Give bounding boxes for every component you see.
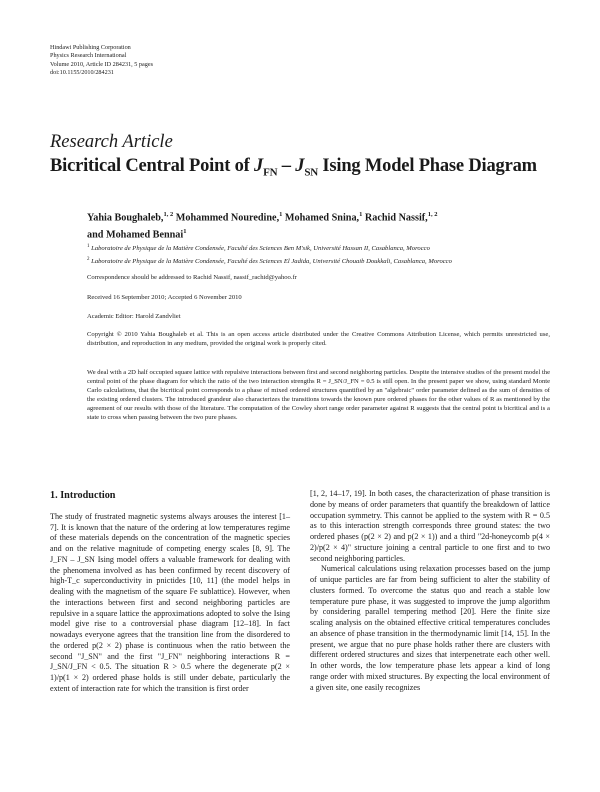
doi[interactable]: doi:10.1155/2010/284231: [50, 69, 114, 77]
section-heading: 1. Introduction: [50, 490, 116, 501]
body-paragraph: Numerical calculations using relaxation processes based on the jump of unique particles are far from being sufficient to alter the stability of clusters formed. To overcome the status quo and reach a stable low temperature pure phase, it was suggested to improve the jump algorithm by considering parallel tempering method [20]. Here the finite size scaling analysis on the obtained effective critical temperatures concludes an absence of phase transition in the thermodynamic limit [14, 15]. In the present, we argue that no pure phase holds rather there are clusters with different ordered structures and sizes that interpenetrate each other well. In other words, the low temperature phase lets appear a kind of long range order with mixed structures. By expecting the local environment of a given site, one easily recognizes: [310, 564, 550, 692]
title-j2: J: [295, 156, 305, 176]
article-title: [50, 156, 537, 179]
author-affil: 1: [279, 211, 283, 218]
author-line-1: [87, 208, 550, 225]
title-prefix: Bicritical Central Point of: [50, 156, 255, 176]
author-name: Mohammed Nouredine,: [173, 212, 280, 224]
journal-header: [50, 44, 153, 78]
title-j2-sub: SN: [304, 166, 318, 179]
author-name: and Mohamed Bennai: [87, 229, 184, 241]
affiliation-text: Laboratoire de Physique de la Matière Condensée, Faculté des Sciences Ben M'sik, Université Hassan II, Casablanca, Morocco: [89, 245, 430, 253]
journal-name: Physics Research International: [50, 52, 127, 60]
affiliations: [87, 241, 550, 267]
title-suffix: Ising Model Phase Diagram: [317, 156, 537, 176]
left-column: [50, 489, 290, 695]
affiliation-text: Laboratoire de Physique de la Matière Condensée, Faculté des Sciences El Jadida, Université Chouaib Doukkali, Casablanca, Morocco: [89, 258, 452, 266]
author-name: Mohamed Snina,: [282, 212, 360, 224]
article-type: Research Article: [50, 132, 173, 152]
affiliation-item: [87, 254, 550, 267]
abstract: We deal with a 2D half occupied square lattice with repulsive interactions between first and second neighboring particles. Despite the intensive studies of the present model the central point of the phase diagram for which the ratio of the two interaction strengths R = J_SN/J_FN = 0.5 is still open. In the present paper we show, using standard Monte Carlo calculations, that the bicritical point corresponds to a phase of mixed ordered structures quantified by an "algebraic" order parameter defined as the sum of densities of the existing ordered clusters. The introduced grandeur also characterizes the transitions towards the known pure ordered phases for the other values of R as mentioned by the agreement of our results with those of the literature. The computation of the Cowley short range order parameter against R suggests that the central point is bicritical and is a state to cross when passing between the two pure phases.: [87, 369, 550, 421]
affiliation-item: [87, 241, 550, 254]
correspondence: Correspondence should be addressed to Rachid Nassif, nassif_rachid@yahoo.fr: [87, 274, 297, 281]
body-paragraph: The study of frustrated magnetic systems always arouses the interest [1–7]. It is known that the nature of the ordering at low temperatures regime of these materials depends on the concentration of the magnetic species and on the relative magnitude of competing energy scales [8, 9]. The J_FN – J_SN Ising model offers a valuable framework for dealing with the phenomena involved as has been confirmed by recent discovery of high-T_c superconductivity in pnictides [10, 11] (the model helps in dealing with the magnetism of the square Fe sublattice). However, when the interactions between first and second neighboring particles are repulsive in a square lattice the approximations adopted to solve the Ising model give rise to a controversial phase diagram [12–18]. In fact nowadays everyone agrees that the transition line from the disordered to the ordered p(2 × 2) phase is continuous when the ratio between the second "J_SN" and the first "J_FN" neighboring interactions R = J_SN/J_FN < 0.5. The situation R > 0.5 where the degenerate p(2 × 1)/p(1 × 2) ordered phase holds is still under debate, particularly the extent of interaction rate for which the transition is first order: [50, 511, 290, 693]
copyright-notice: Copyright © 2010 Yahia Boughaleb et al. This is an open access article distributed under the Creative Commons Attribution License, which permits unrestricted use, distribution, and reproduction in any medium, provided the original work is properly cited.: [87, 331, 550, 347]
author-affil: 1, 2: [427, 211, 438, 218]
author-affil: 1, 2: [163, 211, 174, 218]
author-name: Yahia Boughaleb,: [87, 212, 164, 224]
affiliation-number: 1: [87, 244, 90, 249]
author-affil: 1: [183, 228, 187, 236]
affiliation-number: 2: [87, 257, 90, 263]
author-name: Rachid Nassif,: [362, 212, 428, 224]
title-j1-sub: FN: [263, 166, 278, 179]
author-affil: 1: [359, 211, 363, 218]
author-list: [87, 208, 550, 243]
received-dates: Received 16 September 2010; Accepted 6 November 2010: [87, 294, 242, 301]
right-column: [310, 489, 550, 693]
volume-info: Volume 2010, Article ID 284231, 5 pages: [50, 60, 153, 68]
title-dash: –: [277, 156, 296, 176]
body-paragraph: [1, 2, 14–17, 19]. In both cases, the characterization of phase transition is done by means of order parameters that quantify the breakdown of lattice occupation symmetry. This cannot be applied to the system with R = 0.5 as to this interaction strength corresponds three ground states: the two ordered phases (p(2 × 2) and p(2 × 1)) and a third "2d-honeycomb p(4 × 2)/p(2 × 4)" structure joining a central particle to one first and to two second neighboring particles.: [310, 489, 550, 563]
publisher: Hindawi Publishing Corporation: [50, 44, 131, 51]
academic-editor: Academic Editor: Harold Zandvliet: [87, 313, 181, 320]
title-j1: J: [254, 156, 264, 176]
